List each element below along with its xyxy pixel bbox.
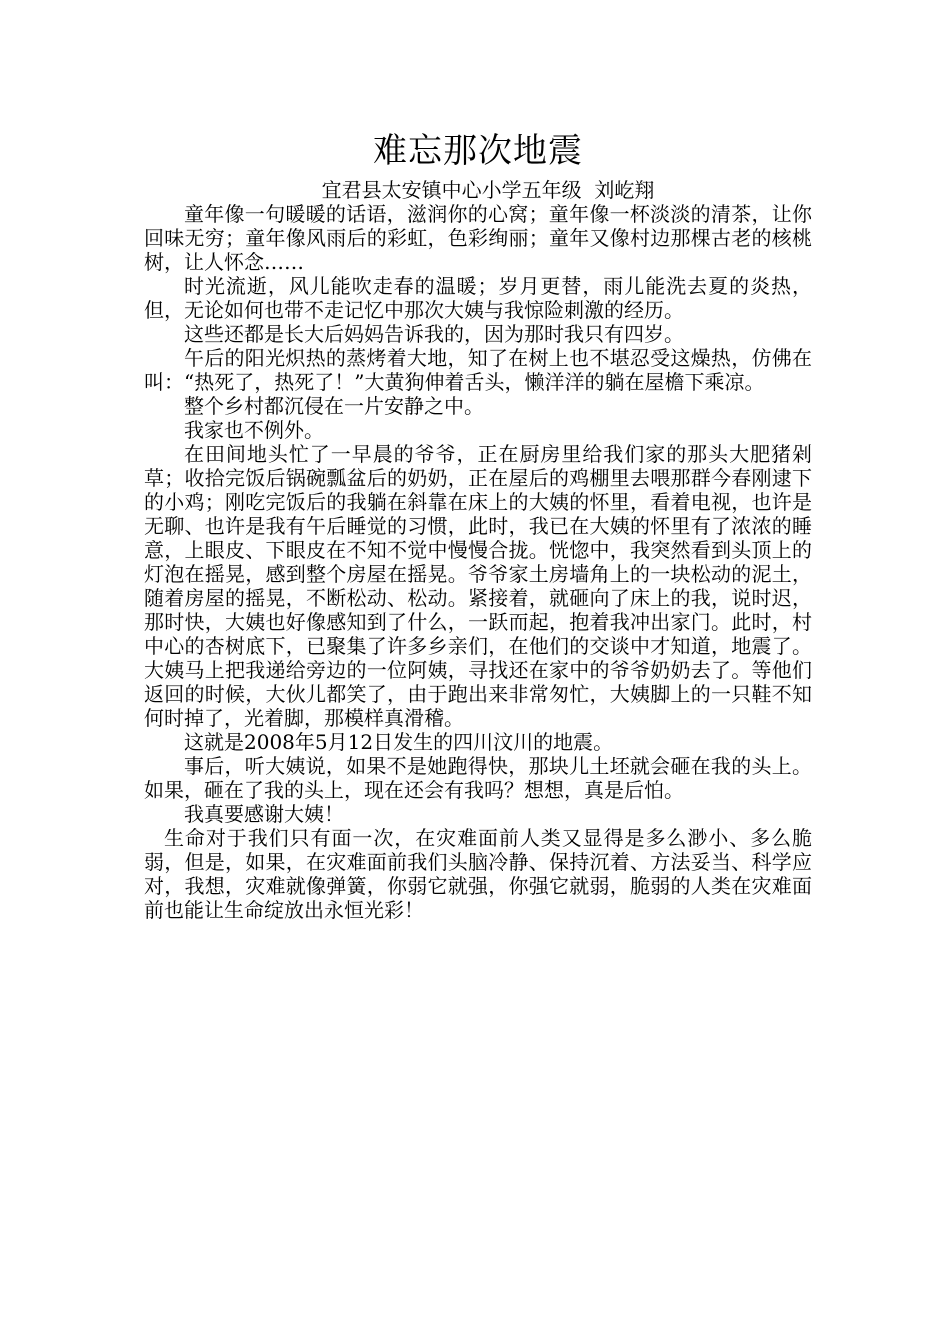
paragraph-5: 整个乡村都沉侵在一片安静之中。 bbox=[184, 394, 484, 418]
paragraph-1: 童年像一句暖暖的话语，滋润你的心窝；童年像一杯淡淡的清茶，让你回味无穷；童年像风雨后的彩虹，色彩绚丽；童年又像村边那棵古老的核桃树，让人怀念…… bbox=[144, 202, 812, 274]
paragraph-10: 我真要感谢大姨！ bbox=[184, 802, 344, 826]
author-byline: 宜君县太安镇中心小学五年级 刘屹翔 bbox=[321, 178, 655, 202]
paragraph-8: 这就是2008年5月12日发生的四川汶川的地震。 bbox=[184, 730, 614, 754]
paragraph-11: 生命对于我们只有面一次，在灾难面前人类又显得是多么渺小、多么脆弱，但是，如果，在灾难面前我们头脑冷静、保持沉着、方法妥当、科学应对，我想，灾难就像弹簧，你弱它就强，你强它就弱，脆弱的人类在灾难面前也能让生命绽放出永恒光彩！ bbox=[144, 826, 812, 922]
paragraph-4: 午后的阳光炽热的蒸烤着大地，知了在树上也不堪忍受这燥热，仿佛在叫：“热死了，热死了！”大黄狗伸着舌头，懒洋洋的躺在屋檐下乘凉。 bbox=[144, 346, 812, 394]
essay-title: 难忘那次地震 bbox=[373, 131, 583, 171]
paragraph-9: 事后，听大姨说，如果不是她跑得快，那块儿土坯就会砸在我的头上。如果，砸在了我的头上，现在还会有我吗？想想，真是后怕。 bbox=[144, 754, 812, 802]
paragraph-2: 时光流逝，风儿能吹走春的温暖；岁月更替，雨儿能洗去夏的炎热， 但，无论如何也带不走记忆中那次大姨与我惊险刺激的经历。 bbox=[144, 274, 812, 322]
paragraph-7: 在田间地头忙了一早晨的爷爷，正在厨房里给我们家的那头大肥猪剁草；收拾完饭后锅碗瓢盆后的奶奶，正在屋后的鸡棚里去喂那群今春刚逮下的小鸡；刚吃完饭后的我躺在斜靠在床上的大姨的怀里，看着电视，也许是无聊、也许是我有午后睡觉的习惯，此时，我已在大姨的怀里有了浓浓的睡意，上眼皮、下眼皮在不知不觉中慢慢合拢。恍惚中，我突然看到头顶上的灯泡在摇晃，感到整个房屋在摇晃。爷爷家土房墙角上的一块松动的泥土，随着房屋的摇晃，不断松动、松动。紧接着，就砸向了床上的我，说时迟，那时快，大姨也好像感知到了什么，一跃而起，抱着我冲出家门。此时，村中心的杏树底下，已聚集了许多乡亲们，在他们的交谈中才知道，地震了。大姨马上把我递给旁边的一位阿姨，寻找还在家中的爷爷奶奶去了。等他们返回的时候，大伙儿都笑了，由于跑出来非常匆忙，大姨脚上的一只鞋不知何时掉了，光着脚，那模样真滑稽。 bbox=[144, 442, 812, 730]
essay-body bbox=[144, 126, 812, 922]
paragraph-3: 这些还都是长大后妈妈告诉我的，因为那时我只有四岁。 bbox=[184, 322, 684, 346]
paragraph-6: 我家也不例外。 bbox=[184, 418, 324, 442]
